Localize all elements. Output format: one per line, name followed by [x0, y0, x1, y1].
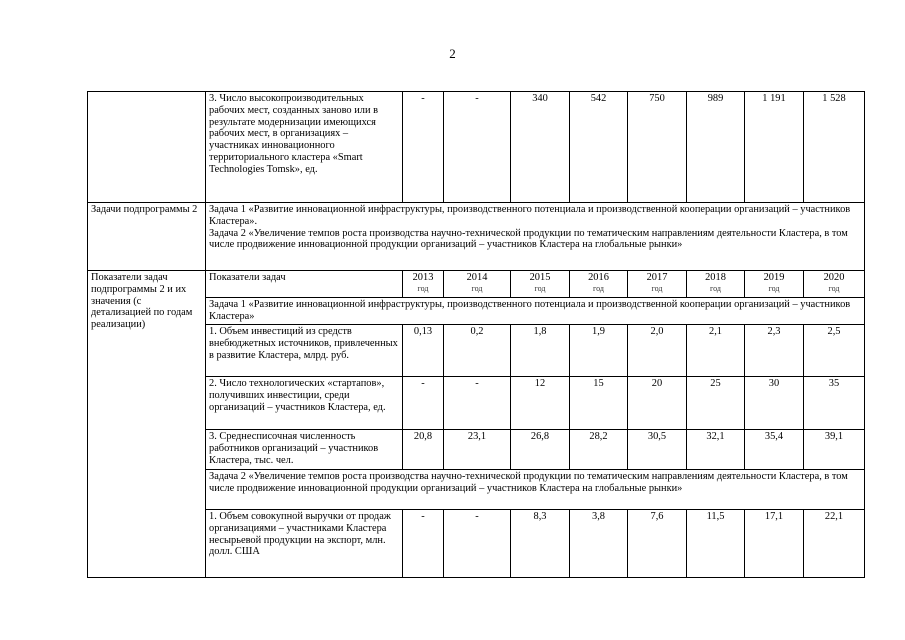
year-header: 2017 год [628, 271, 687, 298]
task-2-heading: Задача 2 «Увеличение темпов роста производства научно-технической продукции по тематическим направлениям деятельности Кластера, в том числе продвижение инновационной продукции организаций – участников Кластера на глобальные рынки» [206, 470, 865, 510]
value-cell: 17,1 [745, 510, 804, 578]
year-header: 2014 год [444, 271, 511, 298]
value-cell: 32,1 [687, 430, 745, 470]
value-cell: 2,1 [687, 325, 745, 377]
table-row [88, 203, 865, 271]
value-cell: 28,2 [570, 430, 628, 470]
value-cell: 12 [511, 377, 570, 430]
value-cell: 340 [511, 92, 570, 203]
value-cell: 35,4 [745, 430, 804, 470]
value-cell: 2,5 [804, 325, 865, 377]
value-cell: 25 [687, 377, 745, 430]
value-cell: 1 191 [745, 92, 804, 203]
page-number: 2 [449, 46, 456, 61]
empty-label-cell [88, 92, 206, 203]
value-cell: 2,0 [628, 325, 687, 377]
value-cell: 39,1 [804, 430, 865, 470]
value-cell: 20,8 [403, 430, 444, 470]
value-cell: 0,2 [444, 325, 511, 377]
year-header: 2013 год [403, 271, 444, 298]
value-cell: 542 [570, 92, 628, 203]
value-cell: 26,8 [511, 430, 570, 470]
value-cell: 20 [628, 377, 687, 430]
indicators-header: Показатели задач [206, 271, 403, 298]
value-cell: 3,8 [570, 510, 628, 578]
value-cell: - [444, 510, 511, 578]
value-cell: 23,1 [444, 430, 511, 470]
value-cell: 30 [745, 377, 804, 430]
value-cell: - [403, 377, 444, 430]
indicator-label: 1. Объем инвестиций из средств внебюджетных источников, привлеченных в развитие Кластера, млрд. руб. [206, 325, 403, 377]
indicator-label: 3. Среднесписочная численность работников организаций – участников Кластера, тыс. чел. [206, 430, 403, 470]
value-cell: 22,1 [804, 510, 865, 578]
value-cell: 1 528 [804, 92, 865, 203]
tasks-cell [206, 203, 865, 271]
year-header: 2020 год [804, 271, 865, 298]
value-cell: 8,3 [511, 510, 570, 578]
value-cell: 1,9 [570, 325, 628, 377]
value-cell: - [444, 377, 511, 430]
task-2-text: Задача 2 «Увеличение темпов роста производства научно-технической продукции по тематическим направлениям деятельности Кластера, в том числе продвижение инновационной продукции организаций – участников Кластера на глобальные рынки» [209, 227, 848, 251]
year-header: 2016 год [570, 271, 628, 298]
value-cell: - [403, 510, 444, 578]
value-cell: 11,5 [687, 510, 745, 578]
value-cell: 2,3 [745, 325, 804, 377]
value-cell: 750 [628, 92, 687, 203]
year-header: 2019 год [745, 271, 804, 298]
value-cell: 7,6 [628, 510, 687, 578]
value-cell: 989 [687, 92, 745, 203]
value-cell: 35 [804, 377, 865, 430]
year-header: 2015 год [511, 271, 570, 298]
value-cell: - [403, 92, 444, 203]
section-label: Показатели задач подпрограммы 2 и их значения (с детализацией по годам реализации) [88, 271, 206, 578]
value-cell: - [444, 92, 511, 203]
value-cell: 30,5 [628, 430, 687, 470]
value-cell: 1,8 [511, 325, 570, 377]
task-1-heading: Задача 1 «Развитие инновационной инфраструктуры, производственного потенциала и производственной кооперации организаций – участников Кластера» [206, 298, 865, 325]
value-cell: 15 [570, 377, 628, 430]
indicator-label: 3. Число высокопроизводительных рабочих мест, созданных заново или в результате модернизации имеющихся рабочих мест, в организациях – участниках инновационного территориального кластера «Smart Technologies Tomsk», ед. [206, 92, 403, 203]
table-row [88, 271, 865, 298]
table-row [88, 92, 865, 203]
program-table [87, 91, 865, 578]
year-header: 2018 год [687, 271, 745, 298]
task-1-text: Задача 1 «Развитие инновационной инфраструктуры, производственного потенциала и производственной кооперации организаций – участников Кластера». [209, 204, 851, 227]
indicator-label: 1. Объем совокупной выручки от продаж организациями – участниками Кластера несырьевой продукции на экспорт, млн. долл. США [206, 510, 403, 578]
section-label: Задачи подпрограммы 2 [88, 203, 206, 271]
indicator-label: 2. Число технологических «стартапов», получивших инвестиции, среди организаций – участников Кластера, ед. [206, 377, 403, 430]
value-cell: 0,13 [403, 325, 444, 377]
